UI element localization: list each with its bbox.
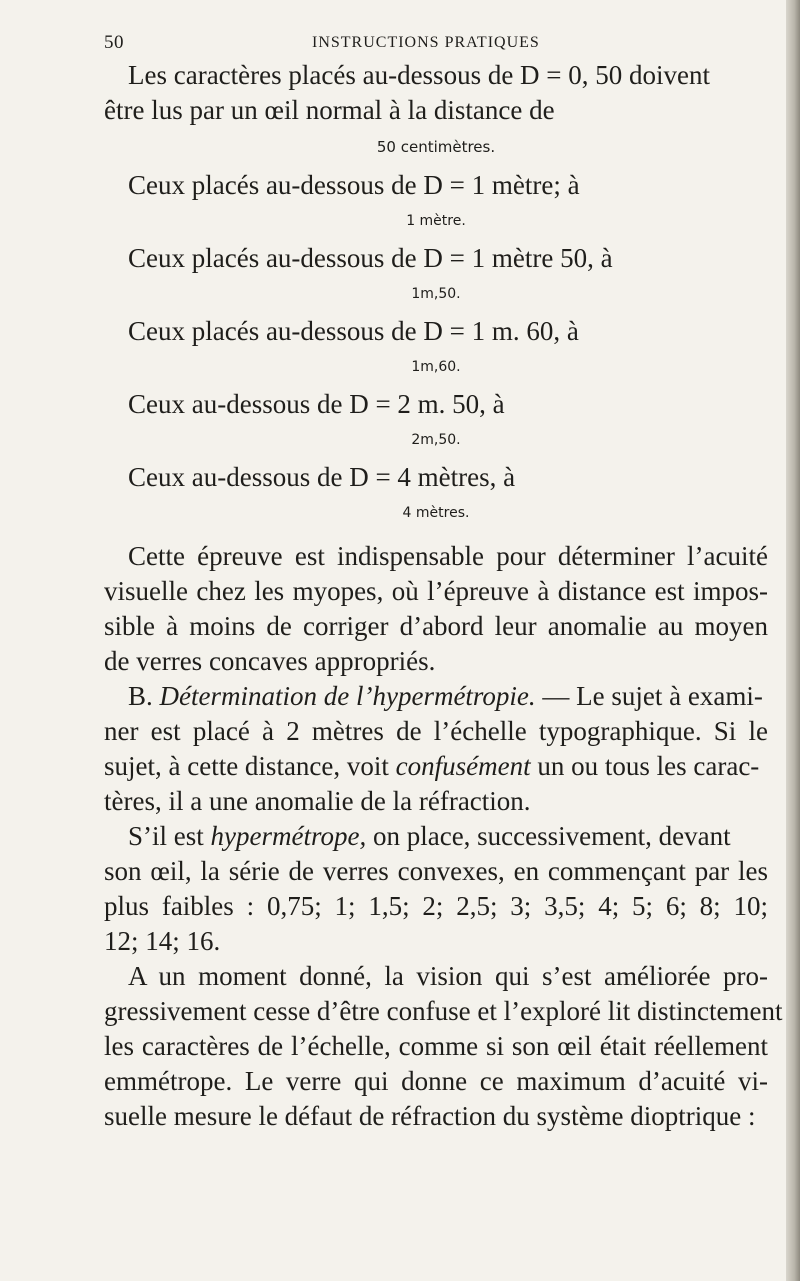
entry-line: Ceux au-dessous de D = 2 m. 50, à bbox=[128, 389, 505, 419]
paragraph-hypermetrope bbox=[104, 819, 768, 959]
entry-line: Ceux placés au-dessous de D = 1 mètre; à bbox=[128, 170, 580, 200]
sample-line: 1m,60. bbox=[411, 359, 461, 375]
text-line: sible à moins de corriger d’abord leur anomalie au moyen bbox=[104, 611, 768, 641]
text-fragment: sujet, à cette distance, voit bbox=[104, 751, 389, 781]
text-line: gressivement cesse d’être confuse et l’exploré lit distinctement bbox=[104, 996, 783, 1026]
text-fragment: on place, successivement, devant bbox=[366, 821, 731, 851]
text-line: plus faibles : 0,75; 1; 1,5; 2; 2,5; 3; 3,5; 4; 5; 6; 8; 10; bbox=[104, 891, 768, 921]
text-line: 12; 14; 16. bbox=[104, 926, 221, 956]
text-line: son œil, la série de verres convexes, en commençant par les bbox=[104, 856, 768, 886]
text-line: Cette épreuve est indispensable pour déterminer l’acuité bbox=[128, 541, 768, 571]
paragraph-acuity bbox=[104, 539, 768, 679]
text-line: de verres concaves appropriés. bbox=[104, 646, 436, 676]
section-b bbox=[104, 679, 768, 819]
section-heading: Détermination de l’hypermétropie. bbox=[159, 681, 536, 711]
text-line: A un moment donné, la vision qui s’est améliorée pro- bbox=[128, 961, 768, 991]
text-line: être lus par un œil normal à la distance de bbox=[104, 95, 555, 125]
entry-line: Ceux au-dessous de D = 4 mètres, à bbox=[128, 462, 516, 492]
section-lead: — Le sujet à exami- bbox=[535, 681, 763, 711]
running-title: INSTRUCTIONS PRATIQUES bbox=[312, 34, 540, 51]
text-column bbox=[104, 58, 783, 1134]
entry-line: Ceux placés au-dessous de D = 1 m. 60, à bbox=[128, 316, 579, 346]
page-edge bbox=[786, 0, 800, 1281]
emphasis: confusément bbox=[395, 751, 531, 781]
sample-line: 1 mètre. bbox=[406, 213, 466, 229]
sample-line: 1m,50. bbox=[411, 286, 461, 302]
text-line: tères, il a une anomalie de la réfraction. bbox=[104, 786, 531, 816]
text-line: Les caractères placés au-dessous de D = 0, 50 doivent bbox=[128, 60, 711, 90]
paragraph-moment bbox=[104, 959, 783, 1134]
sample-line: 2m,50. bbox=[411, 432, 461, 448]
text-line bbox=[104, 819, 768, 854]
text-line: suelle mesure le défaut de réfraction du système dioptrique : bbox=[104, 1101, 756, 1131]
section-heading-line bbox=[104, 679, 768, 714]
text-line: ner est placé à 2 mètres de l’échelle typographique. Si le bbox=[104, 716, 768, 746]
sample-line: 50 centimètres. bbox=[376, 138, 496, 156]
text-fragment: un ou tous les carac- bbox=[530, 751, 760, 781]
section-letter: B. bbox=[128, 681, 153, 711]
emphasis: hypermétrope, bbox=[210, 821, 367, 851]
text-line: les caractères de l’échelle, comme si son œil était réellement bbox=[104, 1031, 768, 1061]
text-line bbox=[104, 749, 768, 784]
entry-line: Ceux placés au-dessous de D = 1 mètre 50, à bbox=[128, 243, 613, 273]
text-line: visuelle chez les myopes, où l’épreuve à distance est impos- bbox=[104, 576, 768, 606]
sample-line: 4 mètres. bbox=[402, 505, 470, 521]
running-header bbox=[0, 30, 800, 58]
text-fragment: S’il est bbox=[128, 821, 204, 851]
text-line: emmétrope. Le verre qui donne ce maximum d’acuité vi- bbox=[104, 1066, 768, 1096]
page-number: 50 bbox=[104, 32, 124, 53]
